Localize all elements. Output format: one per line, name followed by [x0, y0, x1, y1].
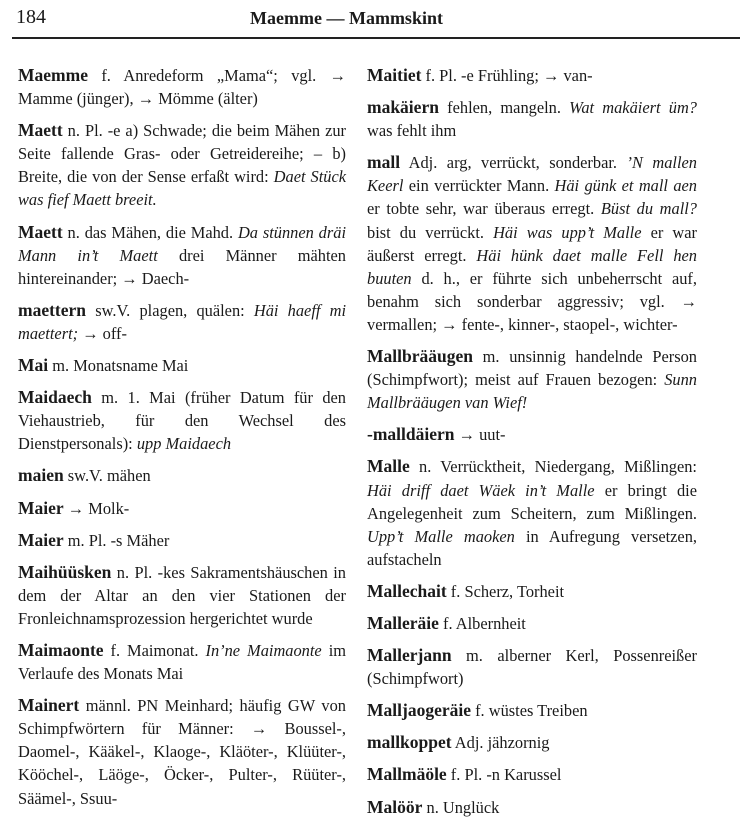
dictionary-entry — [18, 64, 346, 110]
definition-text: mähen — [102, 466, 151, 486]
example-text: Häi driff daet Wäek in’t Malle — [367, 480, 595, 500]
definition-text: Frühling; → van- — [473, 66, 593, 85]
grammar-label: m. — [451, 646, 483, 666]
example-text: Upp’t Malle maoken — [367, 526, 515, 546]
grammar-label: m. Pl. -s — [63, 530, 123, 550]
headword: Maimaonte — [18, 639, 104, 660]
headword: Maihüüsken — [18, 561, 112, 582]
headword: Maemme — [18, 65, 88, 85]
definition-text: bist du verrückt. — [367, 222, 494, 242]
dictionary-entry — [367, 345, 697, 414]
headword: mall — [367, 152, 401, 173]
definition-text: Monatsname Mai — [69, 356, 189, 376]
dictionary-entry — [367, 644, 697, 690]
right-column — [367, 64, 697, 828]
dictionary-entry — [18, 639, 346, 685]
definition-text: in Aufregung versetzen, aufstacheln — [367, 526, 697, 569]
header-rule — [12, 37, 740, 39]
dictionary-entry — [18, 354, 346, 377]
dictionary-entry — [367, 151, 697, 336]
definition-text: das Mähen, die Mahd. — [79, 222, 238, 242]
grammar-label: n. — [62, 222, 80, 242]
definition-text: er tobte sehr, war überaus erregt. — [367, 199, 601, 219]
definition-text: plagen, quälen: — [130, 300, 254, 320]
definition-text: er war äußerst erregt. — [367, 222, 697, 265]
dictionary-entry — [367, 763, 697, 786]
dictionary-entry — [18, 464, 346, 487]
dictionary-entry — [367, 612, 697, 635]
headword: Malleräie — [367, 612, 439, 633]
definition-text: fehlen, mangeln. — [438, 98, 570, 118]
definition-text: wüstes Treiben — [484, 701, 588, 721]
definition-text: d. h., er führte sich unbeherrscht auf, benahm sich sonderbar aggressiv; vgl. → vermallen; → fente-, kinner-, staopel-, wichter- — [367, 268, 697, 334]
definition-text: Anredeform „Mama“; vgl. → Mamme (jünger), → Mömme (älter) — [18, 66, 346, 109]
definition-text: Scherz, Torheit — [460, 581, 565, 601]
grammar-label: f. Pl. -e — [421, 66, 474, 85]
headword: Mallbrääugen — [367, 346, 473, 367]
grammar-label: n. Pl. -e — [62, 121, 121, 141]
dictionary-entry — [367, 423, 697, 446]
grammar-label: n. — [422, 797, 439, 817]
headword: Maitiet — [367, 65, 422, 85]
definition-text: drei Männer mähten hintereinander; → Daech- — [18, 245, 346, 288]
grammar-label: Adj. — [451, 733, 484, 753]
definition-text: unsinnig handelnde Person (Schimpfwort); meist auf Frauen bezogen: — [367, 347, 697, 390]
dictionary-entry — [367, 96, 697, 142]
headword: Maett — [18, 120, 63, 141]
definition-text: → uut- — [454, 425, 506, 445]
example-text: Häi hünk daet malle Fell hen buuten — [367, 245, 697, 288]
example-text: Wat makäiert üm? — [569, 98, 697, 118]
definition-text: Unglück — [438, 797, 500, 817]
headword: maettern — [18, 299, 87, 320]
dictionary-entry — [18, 561, 346, 630]
grammar-label: n. — [409, 457, 432, 477]
left-column — [18, 64, 346, 819]
headword: Mallerjann — [367, 645, 452, 666]
dictionary-entry — [367, 796, 697, 819]
dictionary-entry — [367, 455, 697, 570]
grammar-label: f. — [446, 581, 461, 601]
dictionary-entry — [18, 497, 346, 520]
dictionary-entry — [18, 221, 346, 290]
grammar-label: n. Pl. -kes — [111, 562, 185, 582]
definition-text: männl. PN Meinhard; häufig GW von Schimpfwörtern für Männer: → Boussel-, Daomel-, Kääkel-, Klaoge-, Kläöter-, Klüüter-, Kööchel-, Läöge-, Öcker-, Pulter-, Rüüter-, Säämel-, Ssuu- — [18, 696, 346, 808]
definition-text: jähzornig — [483, 733, 550, 753]
example-text: upp Maidaech — [136, 434, 232, 454]
definition-text: a) Schwade; die beim Mähen zur Seite fallende Gras- oder Getreidereihe; – b) Breite, die von der Sense erfaßt wird: — [18, 121, 346, 187]
page-header — [0, 0, 752, 44]
headword: makäiern — [367, 97, 439, 118]
headword: Malle — [367, 456, 410, 477]
dictionary-entry — [367, 580, 697, 603]
grammar-label: m. — [472, 347, 500, 367]
headword: Maier — [18, 497, 64, 518]
grammar-label: f. — [438, 613, 453, 633]
definition-text: → Molk- — [63, 498, 130, 518]
dictionary-entry — [18, 386, 346, 455]
definition-text: Maimonat. — [120, 640, 206, 660]
headword: Malöör — [367, 796, 423, 817]
headword: Mai — [18, 355, 49, 376]
example-text: Häi günk et mall aen — [554, 176, 697, 196]
headword: Mallmäöle — [367, 764, 447, 785]
example-text: Büst du mall? — [600, 199, 697, 219]
definition-text: Sakramentshäuschen in dem der Altar an den vier Stationen der Fronleichnamsprozession hergerichtet wurde — [18, 562, 346, 628]
headword: Maidaech — [18, 387, 92, 408]
grammar-label: f. — [103, 640, 121, 660]
grammar-label: f. — [470, 701, 485, 721]
example-text: Da stünnen dräi Mann in’t Maett — [18, 222, 347, 265]
definition-text: Albernheit — [452, 613, 526, 633]
grammar-label: Adj. — [400, 153, 438, 173]
definition-text: 1. Mai (früher Datum für den Viehaustrieb, für den Wechsel des Dienstpersonals): — [18, 388, 346, 454]
headword: Maier — [18, 529, 64, 550]
headword: Mallechait — [367, 580, 447, 601]
example-text: Häi was upp’t Malle — [493, 222, 642, 242]
definition-text: Verrücktheit, Niedergang, Mißlingen: — [431, 457, 697, 477]
headword: maien — [18, 465, 64, 486]
example-text: In’ne Maimaonte — [205, 640, 322, 660]
definition-text: arg, verrückt, sonderbar. — [437, 153, 627, 173]
definition-text: was fehlt ihm — [367, 121, 457, 141]
grammar-label: f. Pl. -n — [446, 765, 500, 785]
dictionary-entry — [367, 64, 697, 87]
headword: Maett — [18, 221, 63, 242]
dictionary-entry — [18, 119, 346, 211]
dictionary-entry — [367, 699, 697, 722]
example-text: Daet Stück was fief Maett breeit. — [18, 167, 346, 210]
dictionary-entry — [18, 694, 346, 809]
grammar-label: m. — [48, 356, 70, 376]
headword: Mainert — [18, 695, 80, 716]
headword: Malljaogeräie — [367, 700, 471, 721]
example-text: Sunn Mallbrääugen van Wief! — [367, 370, 697, 413]
definition-text: Mäher — [122, 530, 170, 550]
headword: -malldäiern — [367, 424, 455, 445]
definition-text: alberner Kerl, Possenreißer (Schimpfwort) — [367, 646, 697, 689]
definition-text: im Verlaufe des Monats Mai — [18, 640, 346, 684]
dictionary-entry — [18, 529, 346, 552]
grammar-label: f. — [87, 66, 111, 85]
page-number: 184 — [16, 6, 46, 28]
definition-text: → off- — [78, 323, 127, 343]
grammar-label: m. — [91, 388, 119, 408]
running-head: Maemme — Mammskint — [250, 8, 443, 28]
headword: mallkoppet — [367, 732, 452, 753]
dictionary-entry — [18, 299, 346, 345]
example-text: ’N mallen Keerl — [367, 153, 697, 196]
dictionary-entry — [367, 731, 697, 754]
definition-text: er bringt die Angelegenheit zum Scheitern, zum Mißlingen. — [367, 480, 698, 523]
grammar-label: sw.V. — [63, 466, 103, 486]
example-text: Häi haeff mi maettert; — [18, 300, 347, 343]
grammar-label: sw.V. — [86, 300, 131, 320]
definition-text: Karussel — [499, 765, 562, 785]
definition-text: ein verrückter Mann. — [403, 176, 555, 196]
